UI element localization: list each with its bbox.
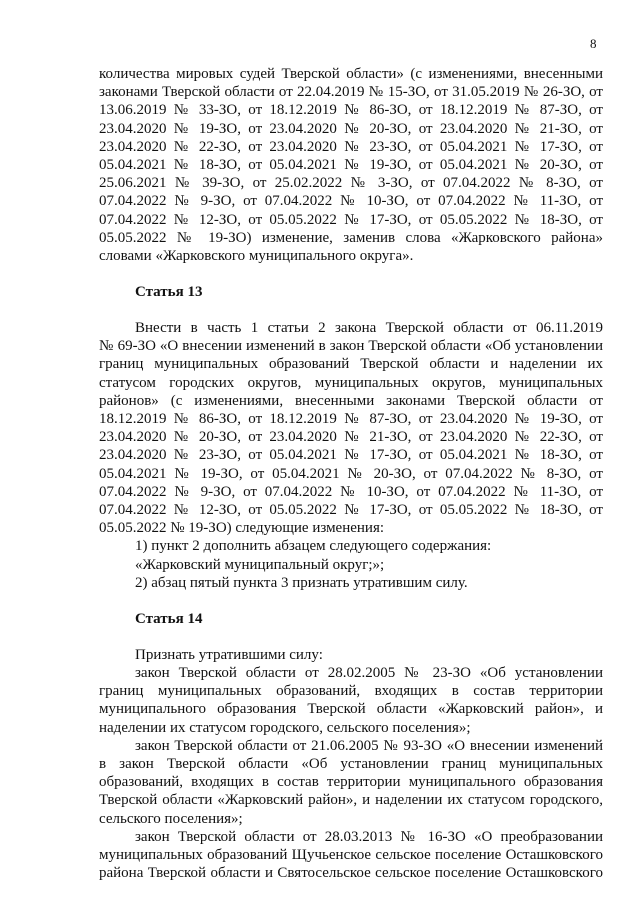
text-line: 23.04.2020 № 20-ЗО, от 23.04.2020 № 21-ЗО, от 23.04.2020 № 22-ЗО, от: [99, 429, 603, 446]
text-line: 07.04.2022 № 9-ЗО, от 07.04.2022 № 10-ЗО, от 07.04.2022 № 11-ЗО, от: [99, 483, 603, 500]
text-line: границ муниципальных образований, входящих в состав территории: [99, 683, 603, 700]
text-line: 07.04.2022 № 12-ЗО, от 05.05.2022 № 17-ЗО, от 05.05.2022 № 18-ЗО, от: [99, 211, 603, 228]
text-line: закон Тверской области от 28.03.2013 № 16-ЗО «О преобразовании: [135, 828, 603, 845]
text-line: 07.04.2022 № 12-ЗО, от 05.05.2022 № 17-ЗО, от 05.05.2022 № 18-ЗО, от: [99, 501, 603, 518]
list-item: «Жарковский муниципальный округ;»;: [135, 556, 385, 573]
text-line: Тверской области «Жарковский район», и наделении их статусом городского,: [99, 792, 603, 809]
text-line: 05.04.2021 № 19-ЗО, от 05.04.2021 № 20-ЗО, от 07.04.2022 № 8-ЗО, от: [99, 465, 603, 482]
text-line: 05.05.2022 № 19-ЗО) изменение, заменив слова «Жарковского района»: [99, 229, 603, 246]
text-line: Признать утратившими силу:: [135, 646, 323, 663]
article-14-body: [99, 646, 603, 882]
article-13-body: [99, 319, 603, 592]
text-line: 07.04.2022 № 9-ЗО, от 07.04.2022 № 10-ЗО, от 07.04.2022 № 11-ЗО, от: [99, 193, 603, 210]
text-line: 25.06.2021 № 39-ЗО, от 25.02.2022 № 3-ЗО, от 07.04.2022 № 8-ЗО, от: [99, 175, 603, 192]
text-line: 23.04.2020 № 19-ЗО, от 23.04.2020 № 20-ЗО, от 23.04.2020 № 21-ЗО, от: [99, 120, 603, 137]
text-line: словами «Жарковского муниципального округа».: [99, 247, 414, 264]
text-line: 05.05.2022 № 19-ЗО) следующие изменения:: [99, 520, 385, 537]
text-line: 13.06.2019 № 33-ЗО, от 18.12.2019 № 86-ЗО, от 18.12.2019 № 87-ЗО, от: [99, 102, 603, 119]
text-line: муниципального образования Тверской области «Жарковский район», и: [99, 701, 603, 718]
text-line: 05.04.2021 № 18-ЗО, от 05.04.2021 № 19-ЗО, от 05.04.2021 № 20-ЗО, от: [99, 156, 603, 173]
text-line: 23.04.2020 № 22-ЗО, от 23.04.2020 № 23-ЗО, от 05.04.2021 № 17-ЗО, от: [99, 138, 603, 155]
text-line: законами Тверской области от 22.04.2019 № 15-ЗО, от 31.05.2019 № 26-ЗО, от: [99, 84, 603, 101]
text-line: № 69-ЗО «О внесении изменений в закон Тверской области «Об установлении: [99, 338, 603, 355]
text-line: количества мировых судей Тверской области» (с изменениями, внесенными: [99, 66, 603, 82]
document-body: [99, 65, 603, 882]
article-13-heading: Статья 13: [135, 284, 203, 301]
text-line: 23.04.2020 № 23-ЗО, от 05.04.2021 № 17-ЗО, от 05.04.2021 № 18-ЗО, от: [99, 447, 603, 464]
text-line: муниципальных образований Щучьенское сельское поселение Осташковского: [99, 846, 603, 863]
text-line: сельского поселения»;: [99, 810, 243, 827]
list-item: 2) абзац пятый пункта 3 признать утратившим силу.: [135, 574, 468, 591]
text-line: закон Тверской области от 21.06.2005 № 93-ЗО «О внесении изменений: [135, 737, 603, 754]
text-line: района Тверской области и Святосельское сельское поселение Осташковского: [99, 865, 603, 882]
text-line: районов» (с изменениями, внесенными законами Тверской области от: [99, 392, 603, 409]
text-line: границ муниципальных образований Тверской области и наделении их: [99, 356, 603, 373]
text-line: в закон Тверской области «Об установлении границ муниципальных: [99, 756, 603, 772]
list-item: 1) пункт 2 дополнить абзацем следующего содержания:: [135, 538, 492, 555]
text-line: закон Тверской области от 28.02.2005 № 23-ЗО «Об установлении: [135, 665, 603, 682]
text-line: наделении их статусом городского, сельского поселения»;: [99, 719, 471, 736]
text-line: 18.12.2019 № 86-ЗО, от 18.12.2019 № 87-ЗО, от 23.04.2020 № 19-ЗО, от: [99, 411, 603, 427]
article-14-heading: Статья 14: [135, 610, 203, 627]
page-number: 8: [590, 36, 597, 51]
text-line: статусом городских округов, муниципальных округов, муниципальных: [99, 374, 603, 391]
text-line: Внести в часть 1 статьи 2 закона Тверской области от 06.11.2019: [135, 320, 603, 337]
paragraph-continuation: [99, 65, 603, 265]
text-line: образований, входящих в состав территории муниципального образования: [99, 774, 603, 791]
